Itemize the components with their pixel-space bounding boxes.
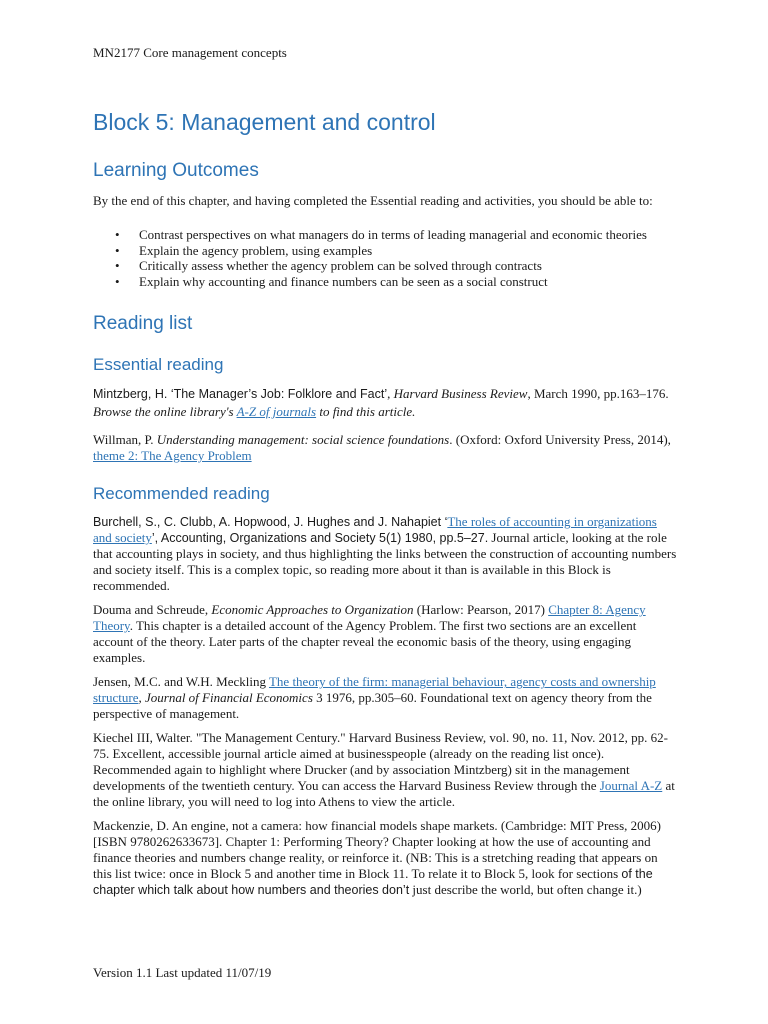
ref-authors: Douma and Schreude, xyxy=(93,602,212,618)
block-title: Block 5: Management and control xyxy=(93,109,436,135)
ref-note: . This chapter is a detailed account of the Agency Problem. The first two sections are an excellent account of the theory. Later parts of the chapter reveal the economic basis of the theory, using engaging examples. xyxy=(93,618,637,666)
ref-details: , March 1990, pp.163–176. xyxy=(527,386,669,402)
ref-sans-text: of the chapter which talk about how numbers and theories don’t xyxy=(93,867,653,898)
ref-text: Kiechel III, Walter. "The Management Century." Harvard Business Review, vol. 90, no. 11, Nov. 2012, pp. 62-75. Excellent, accessible journal article aimed at businesspeople (already on the reading list once). Recommended again to highlight where Drucker (and by association Mintzberg) sit in the management developments of the twentieth century. You can access the Harvard Business Review through the xyxy=(93,730,668,794)
agency-problem-link[interactable]: theme 2: The Agency Problem xyxy=(93,448,252,464)
reference-burchell xyxy=(93,514,678,594)
ref-journal: ’, Accounting, Organizations and Society 5(1) 1980, pp.5–27. xyxy=(151,531,489,546)
journal-a-z-link[interactable]: Journal A-Z xyxy=(599,778,663,794)
ref-details: (Harlow: Pearson, 2017) xyxy=(413,602,549,618)
ref-note: at the online library, you will need to log into Athens to view the article. xyxy=(93,778,675,810)
ref-journal: Journal of Financial Economics xyxy=(144,690,313,706)
theory-of-the-firm-link[interactable]: The theory of the firm: managerial behaviour, agency costs and ownership structure xyxy=(93,674,656,706)
ref-text: Mackenzie, D. An engine, not a camera: how financial models shape markets. (Cambridge: MIT Press, 2006) [ISBN 9780262633673]. Chapter 1: Performing Theory? Chapter looking at how the use of accounting and finance theories and numbers change reality, or reinforce it. (NB: This is a stretching reading that appears on this list twice: once in Block 5 and another time in Block 11. To relate it to Block 5, look for sections xyxy=(93,818,661,882)
ref-title: Understanding management: social science foundations xyxy=(156,432,450,448)
reference-mackenzie xyxy=(93,818,678,898)
main-content xyxy=(93,106,678,898)
outcome-item: • Explain why accounting and finance numbers can be seen as a social construct xyxy=(93,274,678,290)
ref-details: . (Oxford: Oxford University Press, 2014), xyxy=(449,432,671,448)
ref-authors: Jensen, M.C. and W.H. Meckling xyxy=(93,674,269,690)
outcome-item: • Critically assess whether the agency problem can be solved through contracts xyxy=(93,258,678,274)
recommended-reading-heading: Recommended reading xyxy=(93,484,270,504)
outcome-item: • Contrast perspectives on what managers do in terms of leading managerial and economic theories xyxy=(93,227,678,243)
ref-authors: Willman, P. xyxy=(93,432,157,448)
ref-note: just describe the world, but often change it.) xyxy=(409,882,642,898)
ref-note-post: to find this article. xyxy=(316,404,416,420)
reference-douma xyxy=(93,602,678,666)
reference-kiechel xyxy=(93,730,678,810)
ref-sep: , xyxy=(138,690,145,706)
reference-mintzberg xyxy=(93,385,678,420)
ref-authors: Mintzberg, H. xyxy=(93,387,171,402)
essential-reading-heading: Essential reading xyxy=(93,355,224,375)
learning-outcomes-intro: By the end of this chapter, and having completed the Essential reading and activities, you should be able to: xyxy=(93,193,653,208)
ref-note-pre: Browse the online library's xyxy=(93,404,237,420)
reading-list-heading: Reading list xyxy=(93,313,193,335)
running-footer: Version 1.1 Last updated 11/07/19 xyxy=(93,965,272,980)
agency-theory-chapter-link[interactable]: Chapter 8: Agency Theory xyxy=(93,602,646,634)
reference-jensen xyxy=(93,674,678,722)
ref-note: 3 1976, pp.305–60. Foundational text on agency theory from the perspective of management. xyxy=(93,690,652,722)
roles-of-accounting-link[interactable]: The roles of accounting in organizations and society xyxy=(93,514,657,546)
a-z-journals-link[interactable]: A-Z of journals xyxy=(236,404,317,420)
learning-outcomes-list xyxy=(93,227,678,289)
ref-title: Economic Approaches to Organization xyxy=(211,602,414,618)
learning-outcomes-heading: Learning Outcomes xyxy=(93,160,259,181)
ref-journal: Harvard Business Review xyxy=(393,386,528,402)
ref-sep: , xyxy=(387,386,394,402)
ref-details: Journal article, looking at the role that accounting plays in society, and thus highlighting the links between the construction of accounting numbers and society itself. This is a complex topic, so reading more about it than is available in this Block is recommended. xyxy=(93,530,677,594)
outcome-item: • Explain the agency problem, using examples xyxy=(93,243,678,259)
running-header: MN2177 Core management concepts xyxy=(93,45,287,60)
ref-authors: Burchell, S., C. Clubb, A. Hopwood, J. Hughes and J. Nahapiet ‘ xyxy=(93,515,448,530)
reference-willman xyxy=(93,432,678,464)
ref-title: ‘The Manager’s Job: Folklore and Fact’ xyxy=(170,387,388,402)
